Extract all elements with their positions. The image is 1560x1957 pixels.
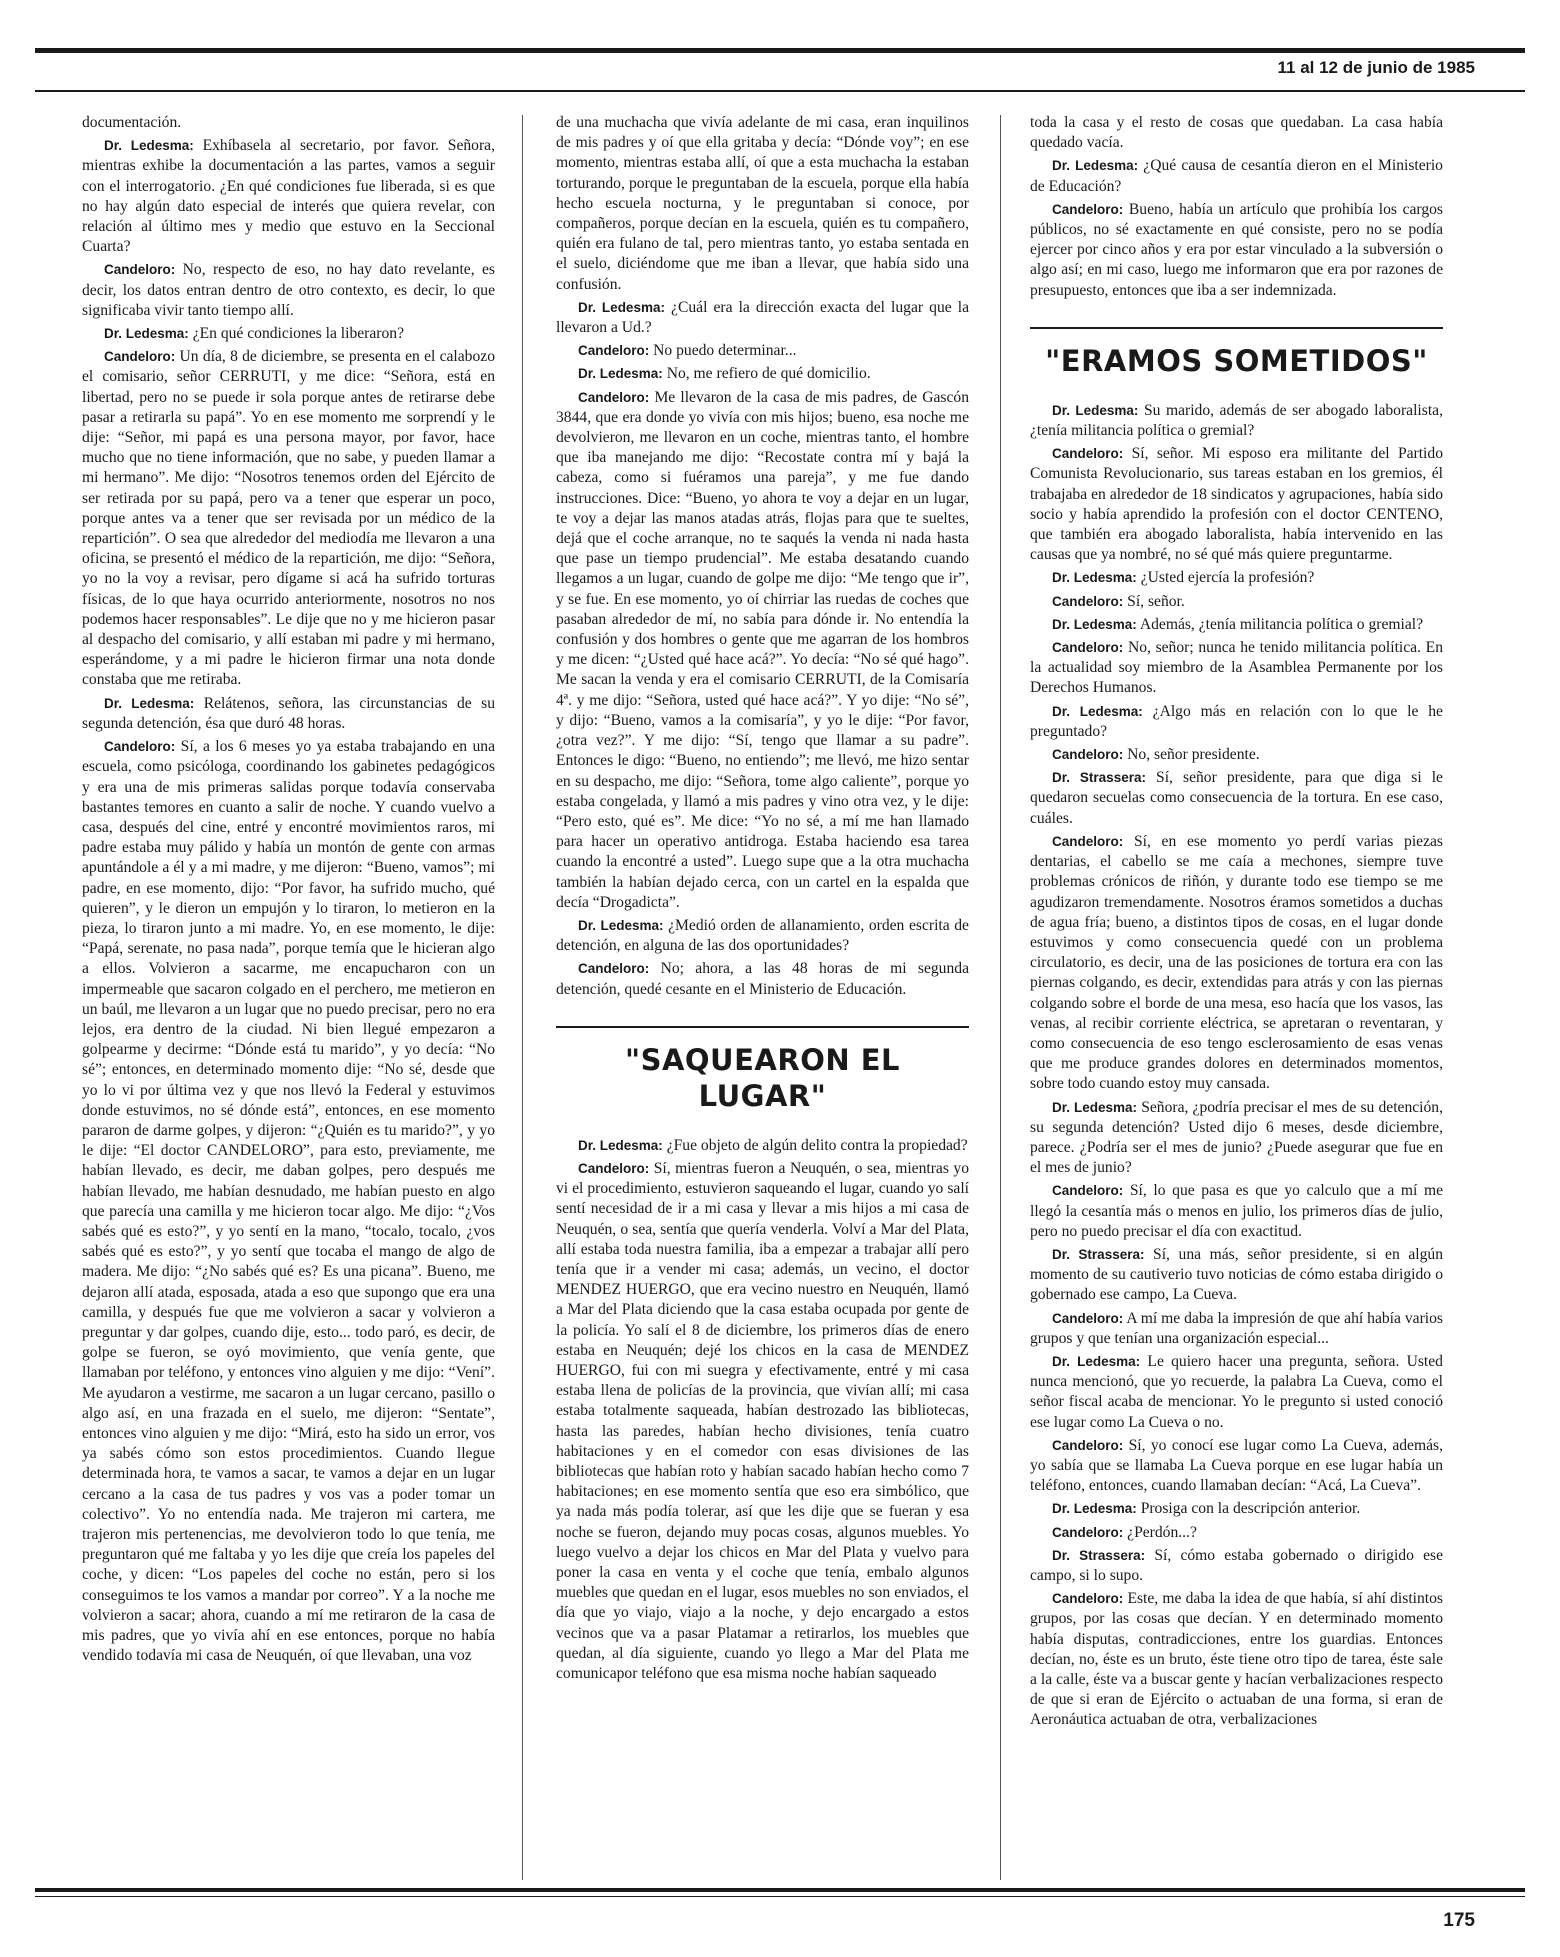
testimony-paragraph <box>1030 745 1443 765</box>
testimony-paragraph <box>82 347 495 690</box>
testimony-paragraph <box>556 916 969 956</box>
paragraph-text: Exhíbasela al secretario, por favor. Señora, mientras exhibe la documentación a las partes, vamos a seguir con el interrogatorio. ¿En qué condiciones fue liberada, si es que no hay algún dato especial de interés que quiera revelar, con relación al último mes y medio que estuvo en la Seccional Cuarta? <box>82 137 495 256</box>
speaker-label: Dr. Ledesma: <box>578 1137 663 1153</box>
speaker-label: Candeloro: <box>1052 446 1124 462</box>
speaker-label: Dr. Ledesma: <box>1052 1501 1137 1517</box>
testimony-paragraph <box>556 298 969 338</box>
speaker-label: Dr. Ledesma: <box>578 299 665 315</box>
paragraph-text: A mí me daba la impresión de que ahí había varios grupos y que tenían una organización especial... <box>1030 1309 1443 1347</box>
paragraph-text: ¿Medió orden de allanamiento, orden escrita de detención, en alguna de las dos oportunidades? <box>556 916 969 955</box>
paragraph-text: documentación. <box>82 114 182 131</box>
text-paragraph <box>82 113 495 133</box>
paragraph-text: Además, ¿tenía militancia política o gremial? <box>1136 615 1424 633</box>
speaker-label: Dr. Strassera: <box>1052 1547 1146 1563</box>
paragraph-text: ¿Usted ejercía la profesión? <box>1136 569 1315 587</box>
paragraph-text: ¿En qué condiciones la liberaron? <box>188 325 404 343</box>
paragraph-text: No, me refiero de qué domicilio. <box>662 365 871 383</box>
testimony-paragraph <box>1030 1309 1443 1349</box>
paragraph-text: ¿Cuál era la dirección exacta del lugar que la llevaron a Ud.? <box>556 298 969 337</box>
speaker-label: Dr. Ledesma: <box>104 138 194 154</box>
paragraph-text: Relátenos, señora, las circunstancias de su segunda detención, ésa que duró 48 horas. <box>82 694 495 732</box>
speaker-label: Candeloro: <box>1052 1524 1124 1540</box>
paragraph-text: Este, me daba la idea de que había, sí ahí distintos grupos, por las cosas que decían. Y en determinado momento había disputas, contradicciones, entre los guardias. Entonces decían, no, éste es un bruto, éste tiene otro tipo de tarea, éste sale a la calle, éste va a buscar gente y hacían verbalizaciones respecto de que si eran de Ejército o actuaban de una forma, si eran de Aeronáutica actuaban de otra, verbalizaciones <box>1030 1590 1443 1729</box>
paragraph-text: ¿Perdón...? <box>1123 1523 1197 1541</box>
testimony-paragraph <box>1030 592 1443 612</box>
speaker-label: Candeloro: <box>578 961 650 977</box>
section-heading: "SAQUEARON EL LUGAR" <box>556 1026 969 1114</box>
paragraph-text: Señora, ¿podría precisar el mes de su detención, su segunda detención? Usted dijo 6 meses, desde diciembre, parece. ¿Podría ser el mes de junio? ¿Puede asegurar que fue en el mes de junio? <box>1030 1098 1443 1177</box>
testimony-paragraph <box>1030 768 1443 829</box>
speaker-label: Candeloro: <box>1052 1310 1124 1326</box>
testimony-paragraph <box>1030 200 1443 301</box>
paragraph-text: toda la casa y el resto de cosas que quedaban. La casa había quedado vacía. <box>1030 114 1443 152</box>
testimony-paragraph <box>1030 1098 1443 1179</box>
testimony-paragraph <box>82 324 495 344</box>
testimony-paragraph <box>556 388 969 913</box>
testimony-paragraph <box>1030 1499 1443 1519</box>
speaker-label: Dr. Ledesma: <box>1052 616 1137 632</box>
page-number: 175 <box>1443 1910 1475 1931</box>
paragraph-text: Sí, una más, señor presidente, si en algún momento de su cautiverio tuvo noticias de cómo estaba dirigido o gobernado ese campo, La Cueva. <box>1030 1245 1443 1304</box>
testimony-paragraph <box>82 737 495 1666</box>
paragraph-text: de una muchacha que vivía adelante de mi casa, eran inquilinos de mis padres y oí que ella gritaba y decía: “Dónde voy”; en ese momento, mientras estaba allí, oí que a esta muchacha la estaban torturando, porque le preguntaban de la escuela, porque ella había hecho escuela nocturna, y le preguntaban si conoce, por compañeros, porque decían en la escuela, quién es tu compañero, quién era fulano de tal, pero mientras tanto, yo estaba sentada en el suelo, diciéndome que me iban a llevar, que había sido una confusión. <box>556 114 969 293</box>
speaker-label: Candeloro: <box>1052 593 1124 609</box>
column-divider <box>1000 115 1001 1880</box>
column-3 <box>1030 113 1443 1883</box>
testimony-paragraph <box>1030 1436 1443 1497</box>
testimony-paragraph <box>1030 156 1443 196</box>
paragraph-text: No, señor presidente. <box>1123 746 1260 764</box>
testimony-paragraph <box>1030 1245 1443 1306</box>
speaker-label: Candeloro: <box>1052 747 1124 763</box>
testimony-paragraph <box>82 136 495 257</box>
speaker-label: Dr. Strassera: <box>1052 770 1146 786</box>
speaker-label: Dr. Ledesma: <box>104 326 189 342</box>
paragraph-text: No; ahora, a las 48 horas de mi segunda detención, quedé cesante en el Ministerio de Educación. <box>556 960 969 998</box>
text-paragraph <box>556 113 969 295</box>
speaker-label: Dr. Ledesma: <box>1052 703 1143 719</box>
paragraph-text: No, señor; nunca he tenido militancia política. En la actualidad soy miembro de la Asamblea Permanente por los Derechos Humanos. <box>1030 639 1443 697</box>
paragraph-text: Me llevaron de la casa de mis padres, de Gascón 3844, que era donde yo vivía con mis hijos; bueno, esa noche me devolvieron, me llevaron en un coche, mientras tanto, el hombre que iba manejando me dijo: “Recostate contra mí y bajá la cabeza, como si fuéramos una pareja”, y me fue dando instrucciones. Dice: “Bueno, yo ahora te voy a dejar en un lugar, te voy a dejar las manos atadas atrás, flojas para que te sueltes, dejá que el coche arranque, no te saqués la venda ni nada hasta que pase un tiempo prudencial”. Me estaba desatando cuando llegamos a un lugar, cuando de golpe me dijo: “Me tengo que ir”, y se fue. En ese momento, yo oí chirriar las ruedas de coches que pasaban alrededor de mí, no sabía para dónde ir. No entendía la confusión y dos hombres o gente que me agarran de los hombros y me dicen: “¿Usted qué hace acá?”. Yo decía: “No sé qué hago”. Me sacan la venda y era el comisario CERRUTI, de la Comisaría 4ª. y me dijo: “Señora, usted qué hace acá?”. Y yo dije: “No sé”, y dijo: “Bueno, vamos a la comisaría”, y yo le dije: “Por favor, ¿otra vez?”. Y me dijo: “Sí, tengo que llamar a su padre”. Entonces le digo: “Bueno, no entiendo”; me llevó, me hizo sentar en su despacho, me dijo: “Señora, tome algo caliente”, porque yo estaba congelada, y llamó a mis padres y vino otra vez, y le dije: “Pero esto, qué es”. Me dice: “Yo no sé, a mí me han llamado para hacer un operativo antidroga. Estaba haciendo esa tarea cuando la encontré a usted”. Luego supe que a la otra muchacha también la habían dejado cerca, con un cartel en la espalda que decía “Drogadicta”. <box>556 388 969 911</box>
paragraph-text: Sí, lo que pasa es que yo calculo que a mí me llegó la cesantía más o menos en julio, los primeros días de julio, pero no puedo precisar el día con exactitud. <box>1030 1182 1443 1240</box>
paragraph-text: Su marido, además de ser abogado laboralista, ¿tenía militancia política o gremial? <box>1030 401 1443 440</box>
paragraph-text: Sí, a los 6 meses yo ya estaba trabajando en una escuela, como psicóloga, coordinando los gabinetes pedagógicos y era una de mis primeras salidas porque todavía conservaba bastantes temores en cuanto a salir de noche. Y cuando vuelvo a casa, después del cine, entré y encontré movimientos raros, mi padre estaba muy pálido y había un montón de gente con armas apuntándole a él y a mi madre, y me dijeron: “Bueno, vamos”; mi padre, en ese momento, dijo: “Por favor, ha sufrido mucho, qué quieren”, y le dieron un empujón y lo tiraron, lo metieron en la pieza, lo tiraron junto a mi madre. Yo, en ese momento, le dije: “Papá, serenate, no pasa nada”, porque temía que le hicieran algo a ellos. Volvieron a sacarme, me encapucharon con un impermeable que sacaron colgado en el perchero, me metieron en un baúl, me llevaron a un lugar que no puedo precisar, pero no era lejos, era dentro de la ciudad. Ni bien llegué empezaron a golpearme y decirme: “Dónde está tu marido”, y yo decía: “No sé”; entonces, en determinado momento dije: “No sé, desde que yo lo vi por última vez y que nos llevó la Federal y estuvimos donde estuvimos, no sé dónde está”, entonces, en ese momento pararon de darme golpes, y dijeron: “¿Quién es tu marido?”, y yo le dije: “El doctor CANDELORO”, para esto, previamente, me habían llevado, es decir, me daban golpes, pero después me habían llevado, me habían desnudado, me habían puesto en algo que parecía una camilla y me hicieron tocar algo. Me dijo: “¿Vos sabés qué es esto?”, y yo sentí en la mano, “tocalo, tocalo, ¿vos sabés qué es esto?”, y yo sentí que tocaba el mango de algo de madera. Me dijo: “¿No sabés qué es? Es una picana”. Bueno, me dejaron allí atada, esposada, atada a eso que supongo que era una camilla, y después fue que me volvieron a sacar y volvieron a preguntar y dar golpes, cuando dije, esto... todo paró, es decir, de golpe se fueron, se oyó movimiento, que venía gente, que llamaban por teléfono, y entonces vino alguien y me dijo: “Vení”. Me ayudaron a vestirme, me sacaron a un lugar cercano, pasillo o algo así, en una frazada en el suelo, me dijeron: “Sentate”, entonces vino alguien y me dijo: “Mirá, esto ha sido un error, vos ya sabés cómo son estos procedimientos. Cuando llegue determinada hora, te vamos a sacar, te vamos a dejar en un lugar cercano a la casa de tus padres y vos vas a poder tomar un colectivo”. Yo no entendía nada. Me trajeron mi cartera, me trajeron mis pertenencias, me devolvieron todo lo que tenía, me preguntaron qué me faltaba y yo les dije que creía los papeles del coche, y dicen: “Los papeles del coche no están, pero si los conseguimos te los vamos a mandar por correo”. Y a la noche me volvieron a sacar; ahora, cuando a mí me retiraron de la casa de mis padres, que yo vivía ahí en ese entonces, porque no había vendido todavía mi casa de Neuquén, oí que llevaban, una voz <box>82 738 495 1665</box>
speaker-label: Dr. Ledesma: <box>104 695 195 711</box>
speaker-label: Dr. Ledesma: <box>578 917 664 933</box>
speaker-label: Dr. Ledesma: <box>1052 570 1137 586</box>
speaker-label: Candeloro: <box>104 262 176 278</box>
testimony-paragraph <box>1030 444 1443 565</box>
testimony-paragraph <box>82 694 495 734</box>
paragraph-text: Sí, señor presidente, para que diga si le quedaron secuelas como consecuencia de la tortura. En ese caso, cuáles. <box>1030 769 1443 827</box>
section-heading: "ERAMOS SOMETIDOS" <box>1030 327 1443 379</box>
testimony-paragraph <box>1030 1181 1443 1242</box>
speaker-label: Dr. Ledesma: <box>1052 1353 1141 1369</box>
paragraph-text: Sí, en ese momento yo perdí varias piezas dentarias, el cabello se me caía a mechones, siempre tuve problemas crónicos de riñón, y durante todo ese tiempo se me agudizaron tremendamente. Nosotros éramos sometidos a duchas de agua fría; bueno, a distintos tipos de cosas, en el lugar donde estuvimos y como consecuencia quedé con un problema circulatorio, es decir, una de las posiciones de tortura era con las piernas colgando, es decir, extendidas para atrás y con las piernas colgando sobre el borde de una mesa, eso hacía que los vasos, las venas, al recibir corriente eléctrica, se apretaran o reventaran, y como consecuencia de eso tengo esclerosamiento de esas venas que me produce grandes dolores en determinados momentos, sobre todo cuando estoy muy cansada. <box>1030 832 1443 1093</box>
testimony-paragraph <box>1030 615 1443 635</box>
text-paragraph <box>1030 113 1443 153</box>
header-rule <box>35 48 1525 53</box>
testimony-paragraph <box>1030 1546 1443 1586</box>
header-rule-thin <box>35 90 1525 92</box>
speaker-label: Dr. Ledesma: <box>1052 158 1139 174</box>
speaker-label: Candeloro: <box>1052 1591 1124 1607</box>
speaker-label: Candeloro: <box>578 389 650 405</box>
paragraph-text: Sí, cómo estaba gobernado o dirigido ese campo, si lo supo. <box>1030 1546 1443 1584</box>
speaker-label: Candeloro: <box>104 739 176 755</box>
testimony-paragraph <box>82 260 495 321</box>
issue-date: 11 al 12 de junio de 1985 <box>1277 58 1475 77</box>
paragraph-text: ¿Algo más en relación con lo que le he preguntado? <box>1030 702 1443 740</box>
footer-rule-thin <box>35 1896 1525 1897</box>
paragraph-text: Un día, 8 de diciembre, se presenta en el calabozo el comisario, señor CERRUTI, y me dice: “Señora, está en libertad, pero no se puede ir sola porque antes de retirarse debe pasar a retirarla su papá”. Yo en ese momento me sorprendí y le dije: “Señor, mi papá es una persona mayor, por favor, hace mucho que no tiene información, que no sabe, y pueden llamar a mi hermano”. Me dijo: “Nosotros tenemos orden del Ejército de ser retirada por su papá, pero va a tener que esperar un poco, porque antes va a tener que ser revisada por un médico de la repartición”. O sea que alrededor del mediodía me llevaron a una oficina, se presentó el médico de la repartición, me dijo: “Señora, yo no la voy a revisar, pero dígame si acá ha sufrido torturas físicas, de lo que haya ocurrido anteriormente, nosotros no nos podemos hacer responsables”. Le dije que no y me hicieron pasar al despacho del comisario, y allí estaban mi padre y mi hermano, esperándome, y a mi padre le hicieron firmar una nota donde constaba que me retiraba. <box>82 348 495 689</box>
speaker-label: Dr. Strassera: <box>1052 1246 1145 1262</box>
speaker-label: Candeloro: <box>578 1160 650 1176</box>
speaker-label: Candeloro: <box>104 349 176 365</box>
testimony-paragraph <box>556 1159 969 1684</box>
column-divider <box>522 115 523 1880</box>
paragraph-text: Prosiga con la descripción anterior. <box>1136 1500 1361 1518</box>
paragraph-text: Sí, señor. Mi esposo era militante del Partido Comunista Revolucionario, sus tareas estaban en los gremios, él trabajaba en alrededor de 18 sindicatos y agrupaciones, había sido socio y había aprendido la profesión con el doctor CENTENO, que también era abogado laboralista, había intervenido en las causas que ya nombré, no sé qué más quiere preguntarme. <box>1030 445 1443 564</box>
paragraph-text: ¿Qué causa de cesantía dieron en el Ministerio de Educación? <box>1030 157 1443 195</box>
paragraph-text: Sí, mientras fueron a Neuquén, o sea, mientras yo vi el procedimiento, estuvieron saqueando el lugar, cuando yo salí sentí necesidad de ir a mi casa y llevar a mis hijos a mi casa de Neuquén, o sea, sentía que quería venderla. Volví a Mar del Plata, allí estaba toda nuestra familia, iba a empezar a trabajar allí pero tenía que ir a vender mi casa; además, un vecino, el doctor MENDEZ HUERGO, que era vecino nuestro en Neuquén, llamó a Mar del Plata diciendo que la casa estaba ocupada por gente de la policía. Yo salí el 8 de diciembre, los primeros días de enero estaba en Neuquén; dejé los chicos en la casa de MENDEZ HUERGO, fui con mi suegra y efectivamente, entré y mi casa estaba llena de policías de la provincia, que vivían allí; mi casa estaba totalmente saqueada, habían destrozado las bibliotecas, hasta las paredes, habían hecho divisiones, tenía cuatro habitaciones y en el comedor con esas divisiones de las bibliotecas que habían roto y habían sacado habían hecho como 7 habitaciones; en ese momento sentía que eso era simbólico, que ya nada más podía tolerar, así que les dije que se fueran y esa noche se fueron, dejando muy pocas cosas, algunos muebles. Yo luego vuelvo a dejar los chicos en Mar del Plata y vuelvo para poner la casa en venta y el coche que tenía, embalo algunos muebles que quedan en el lugar, esos muebles no son enviados, el día que yo viajo, viajo a la noche, y dejo encargado a estos vecinos que va a pasar Platamar a retirarlos, los muebles que quedan, al día siguiente, cuando yo llego a Mar del Plata me comunicapor teléfono que esa misma noche habían saqueado <box>556 1159 969 1683</box>
speaker-label: Candeloro: <box>1052 833 1124 849</box>
speaker-label: Candeloro: <box>1052 1437 1124 1453</box>
footer-rule <box>35 1888 1525 1892</box>
testimony-paragraph <box>556 364 969 384</box>
speaker-label: Dr. Ledesma: <box>1052 402 1139 418</box>
paragraph-text: Bueno, había un artículo que prohibía los cargos públicos, no sé exactamente en qué consiste, pero no se podía ejercer por cinco años y era por estar vinculado a la subversión o algo así; en mi caso, luego me informaron que era por razones de presupuesto, entonces que iba a ser indemnizada. <box>1030 200 1443 299</box>
testimony-paragraph <box>1030 702 1443 742</box>
testimony-paragraph <box>1030 638 1443 699</box>
paragraph-text: No puedo determinar... <box>649 342 797 360</box>
speaker-label: Dr. Ledesma: <box>578 366 663 382</box>
testimony-paragraph <box>556 341 969 361</box>
speaker-label: Dr. Ledesma: <box>1052 1099 1138 1115</box>
speaker-label: Candeloro: <box>578 343 650 359</box>
paragraph-text: ¿Fue objeto de algún delito contra la propiedad? <box>662 1136 968 1154</box>
testimony-paragraph <box>1030 568 1443 588</box>
testimony-paragraph <box>1030 1352 1443 1433</box>
testimony-paragraph <box>556 959 969 999</box>
paragraph-text: Le quiero hacer una pregunta, señora. Usted nunca mencionó, que yo recuerde, la palabra La Cueva, como el señor fiscal acaba de mencionar. Yo le pregunto si usted conoció ese lugar como La Cueva o no. <box>1030 1352 1443 1431</box>
paragraph-text: No, respecto de eso, no hay dato revelante, es decir, los datos entran dentro de otro contexto, es decir, lo que significaba vivir tanto tiempo allí. <box>82 261 495 319</box>
column-1 <box>82 113 495 1883</box>
speaker-label: Candeloro: <box>1052 201 1124 217</box>
speaker-label: Candeloro: <box>1052 640 1124 656</box>
testimony-paragraph <box>1030 832 1443 1095</box>
testimony-paragraph <box>1030 401 1443 441</box>
paragraph-text: Sí, yo conocí ese lugar como La Cueva, además, yo sabía que se llamaba La Cueva porque en ese lugar había un teléfono, entonces, cuando llamaban decían: “Acá, La Cueva”. <box>1030 1436 1443 1495</box>
testimony-paragraph <box>556 1136 969 1156</box>
speaker-label: Candeloro: <box>1052 1183 1124 1199</box>
column-2 <box>556 113 969 1883</box>
testimony-paragraph <box>1030 1589 1443 1730</box>
paragraph-text: Sí, señor. <box>1123 592 1185 610</box>
testimony-paragraph <box>1030 1523 1443 1543</box>
